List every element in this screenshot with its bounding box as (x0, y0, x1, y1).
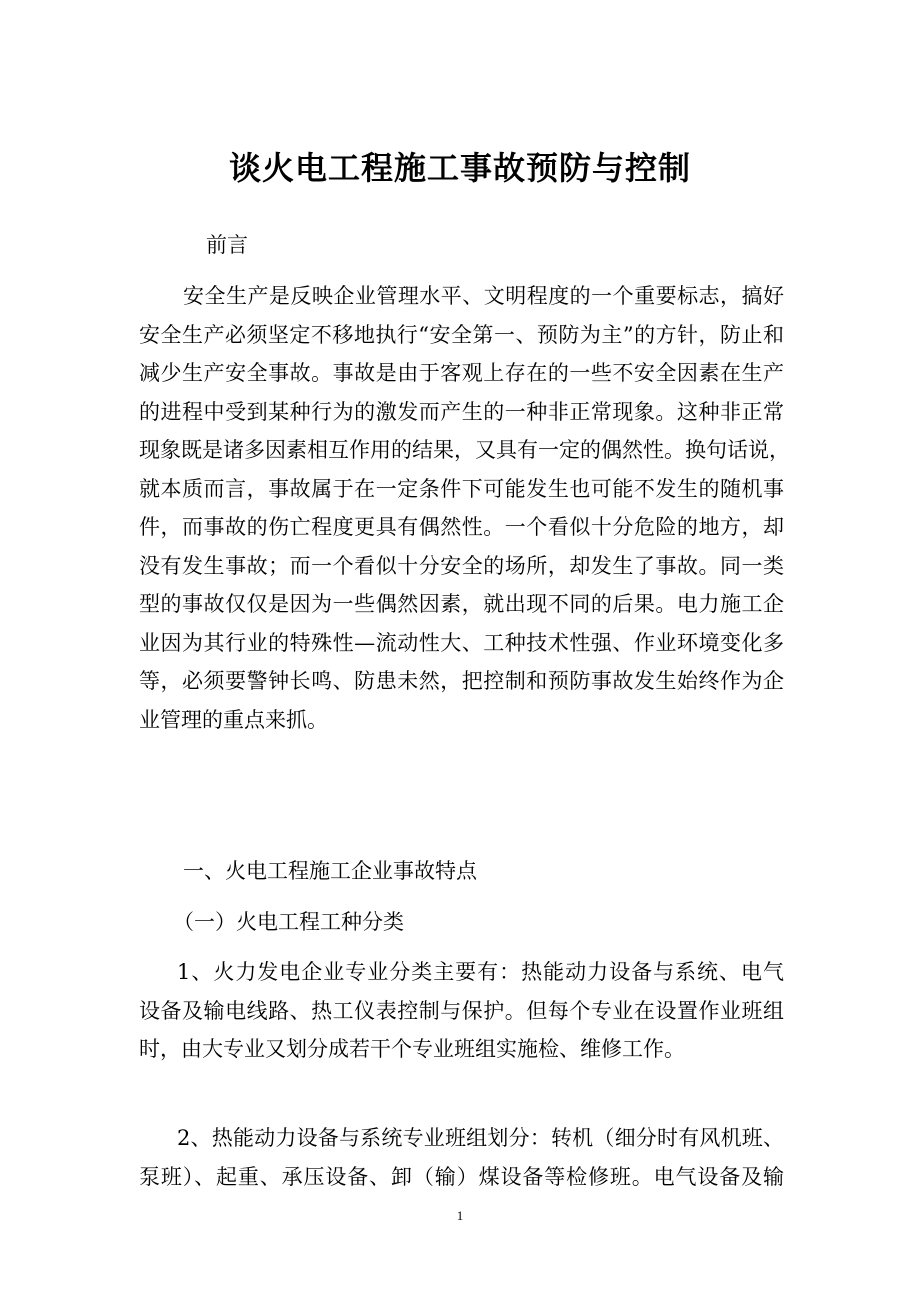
list-item-2 (139, 1119, 784, 1196)
paragraph-line: 等，必须要警钟长鸣、防患未然，把控制和预防事故发生始终作为企 (139, 669, 784, 693)
subsection-heading-block (139, 903, 784, 942)
paragraph-line: 没有发生事故；而一个看似十分安全的场所，却发生了事故。同一类 (139, 553, 784, 578)
subsection-heading: （一）火电工程工种分类 (173, 910, 404, 934)
preface-heading: 前言 (206, 233, 248, 257)
page-number: 1 (456, 1208, 464, 1223)
paragraph-line: 件，而事故的伤亡程度更具有偶然性。一个看似十分危险的地方，却 (139, 515, 784, 539)
paragraph-line: 型的事故仅仅是因为一些偶然因素，就出现不同的后果。电力施工企 (139, 592, 784, 616)
paragraph-line: 2、热能动力设备与系统专业班组划分：转机（细分时有风机班、 (177, 1126, 784, 1150)
section-heading: 一、火电工程施工企业事故特点 (183, 859, 477, 883)
paragraph-line: 时，由大专业又划分成若干个专业班组实施检、维修工作。 (139, 1037, 685, 1061)
section-heading-block (139, 852, 784, 891)
paragraph-line: 业管理的重点来抓。 (139, 707, 328, 732)
list-item-1 (139, 953, 784, 1069)
paragraph-line: 1、火力发电企业专业分类主要有：热能动力设备与系统、电气 (177, 960, 784, 984)
paragraph-line: 安全生产必须坚定不移地执行“安全第一、预防为主”的方针，防止和 (139, 322, 784, 347)
paragraph-line: 的进程中受到某种行为的激发而产生的一种非正常现象。这种非正常 (139, 399, 784, 424)
paragraph-line: 现象既是诸多因素相互作用的结果，又具有一定的偶然性。换句话说， (139, 438, 790, 462)
paragraph-line: 安全生产是反映企业管理水平、文明程度的一个重要标志，搞好 (183, 284, 784, 308)
paragraph-line: 就本质而言，事故属于在一定条件下可能发生也可能不发生的随机事 (139, 476, 784, 501)
document-title: 谈火电工程施工事故预防与控制 (228, 149, 691, 187)
paragraph-line: 设备及输电线路、热工仪表控制与保护。但每个专业在设置作业班组 (139, 998, 784, 1023)
paragraph-line: 业因为其行业的特殊性—流动性大、工种技术性强、作业环境变化多 (139, 630, 784, 655)
preface-heading-block (139, 226, 784, 265)
paragraph-intro (139, 277, 790, 739)
paragraph-line: 减少生产安全事故。事故是由于客观上存在的一些不安全因素在生产 (139, 361, 784, 385)
paragraph-line: 泵班）、起重、承压设备、卸（输）煤设备等检修班。电气设备及输 (139, 1164, 784, 1189)
